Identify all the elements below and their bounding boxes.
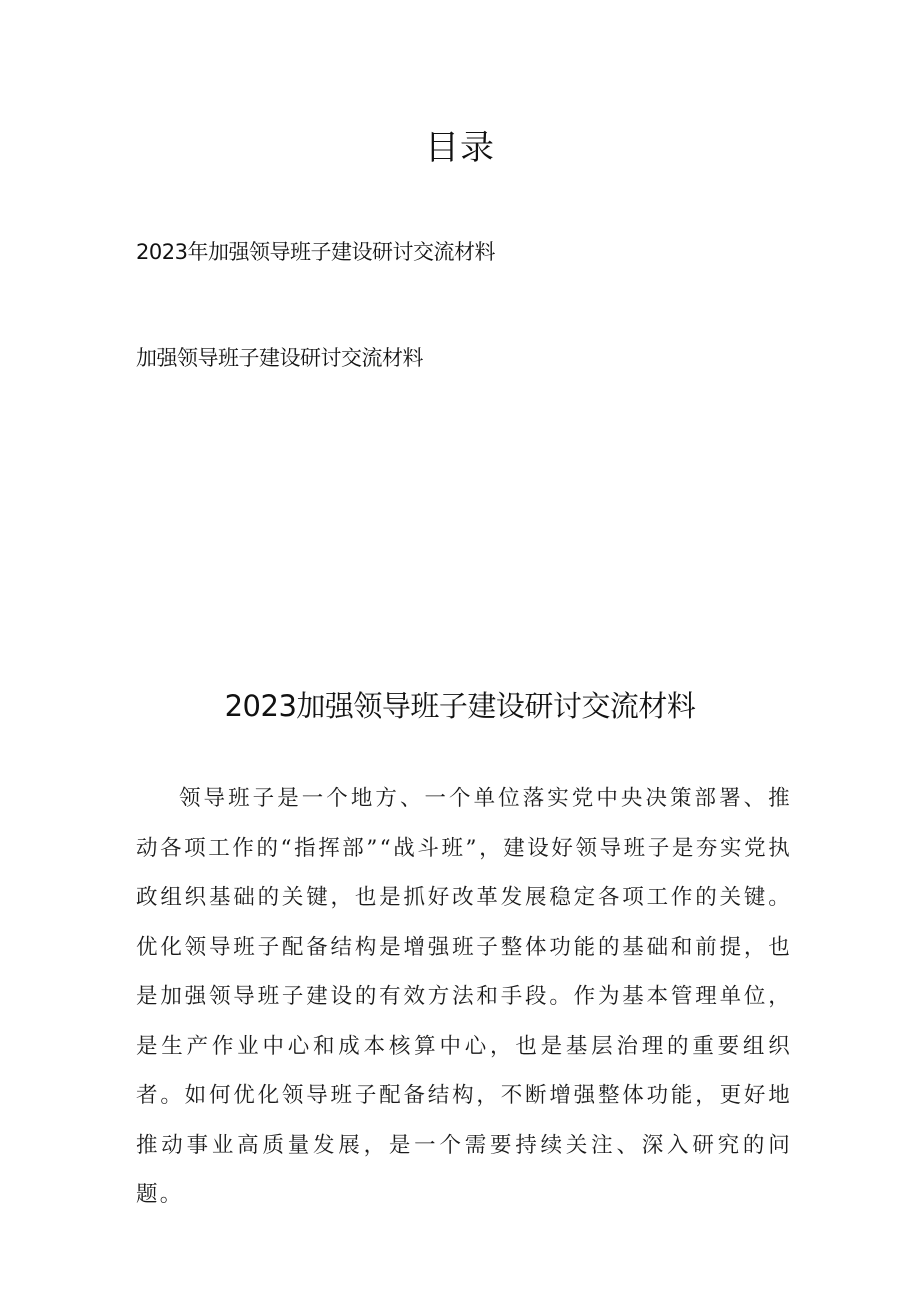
- toc-item[interactable]: 2023年加强领导班子建设研讨交流材料: [136, 240, 495, 264]
- article-paragraph: 领导班子是一个地方、一个单位落实党中央决策部署、推动各项工作的“指挥部”“战斗班”，建设好领导班子是夯实党执政组织基础的关键，也是抓好改革发展稳定各项工作的关键。优化领导班子配备结构是增强班子整体功能的基础和前提，也是加强领导班子建设的有效方法和手段。作为基本管理单位，是生产作业中心和成本核算中心，也是基层治理的重要组织者。如何优化领导班子配备结构，不断增强整体功能，更好地推动事业高质量发展，是一个需要持续关注、深入研究的问题。: [136, 786, 792, 1207]
- toc-item[interactable]: 加强领导班子建设研讨交流材料: [136, 346, 423, 370]
- article-title: 2023加强领导班子建设研讨交流材料: [224, 689, 696, 723]
- toc-list: [136, 234, 495, 376]
- toc-title: 目录: [425, 128, 495, 168]
